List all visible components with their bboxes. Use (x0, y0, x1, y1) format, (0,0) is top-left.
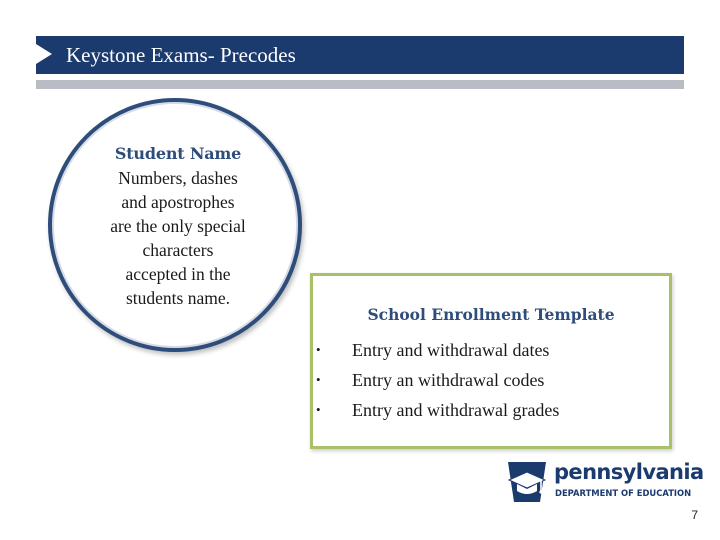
list-item (316, 395, 559, 425)
title-divider (36, 80, 684, 89)
list-item (316, 365, 559, 395)
note-line: characters (142, 240, 214, 260)
slide-title: Keystone Exams- Precodes (66, 43, 296, 67)
note-line: and apostrophes (121, 192, 235, 212)
enrollment-list (316, 335, 559, 425)
title-arrow-icon (36, 44, 52, 64)
enrollment-heading: School Enrollment Template (367, 305, 615, 324)
list-item (316, 335, 559, 365)
bullet-icon: • (316, 342, 321, 357)
student-name-note (82, 142, 274, 310)
logo-department: DEPARTMENT OF EDUCATION (555, 488, 692, 498)
note-line: students name. (125, 288, 230, 308)
bullet-icon: • (316, 402, 321, 417)
page-number: 7 (691, 508, 698, 522)
student-name-heading: Student Name (114, 144, 242, 163)
list-item-text: Entry an withdrawal codes (352, 369, 545, 390)
note-line: are the only special (110, 216, 246, 236)
logo-wordmark: pennsylvania (554, 460, 704, 484)
note-line: Numbers, dashes (118, 168, 238, 188)
keystone-mortarboard-icon (504, 458, 550, 504)
bullet-icon: • (316, 372, 321, 387)
list-item-text: Entry and withdrawal grades (352, 399, 560, 420)
note-line: accepted in the (125, 264, 231, 284)
pde-logo (504, 458, 704, 506)
list-item-text: Entry and withdrawal dates (352, 339, 550, 360)
